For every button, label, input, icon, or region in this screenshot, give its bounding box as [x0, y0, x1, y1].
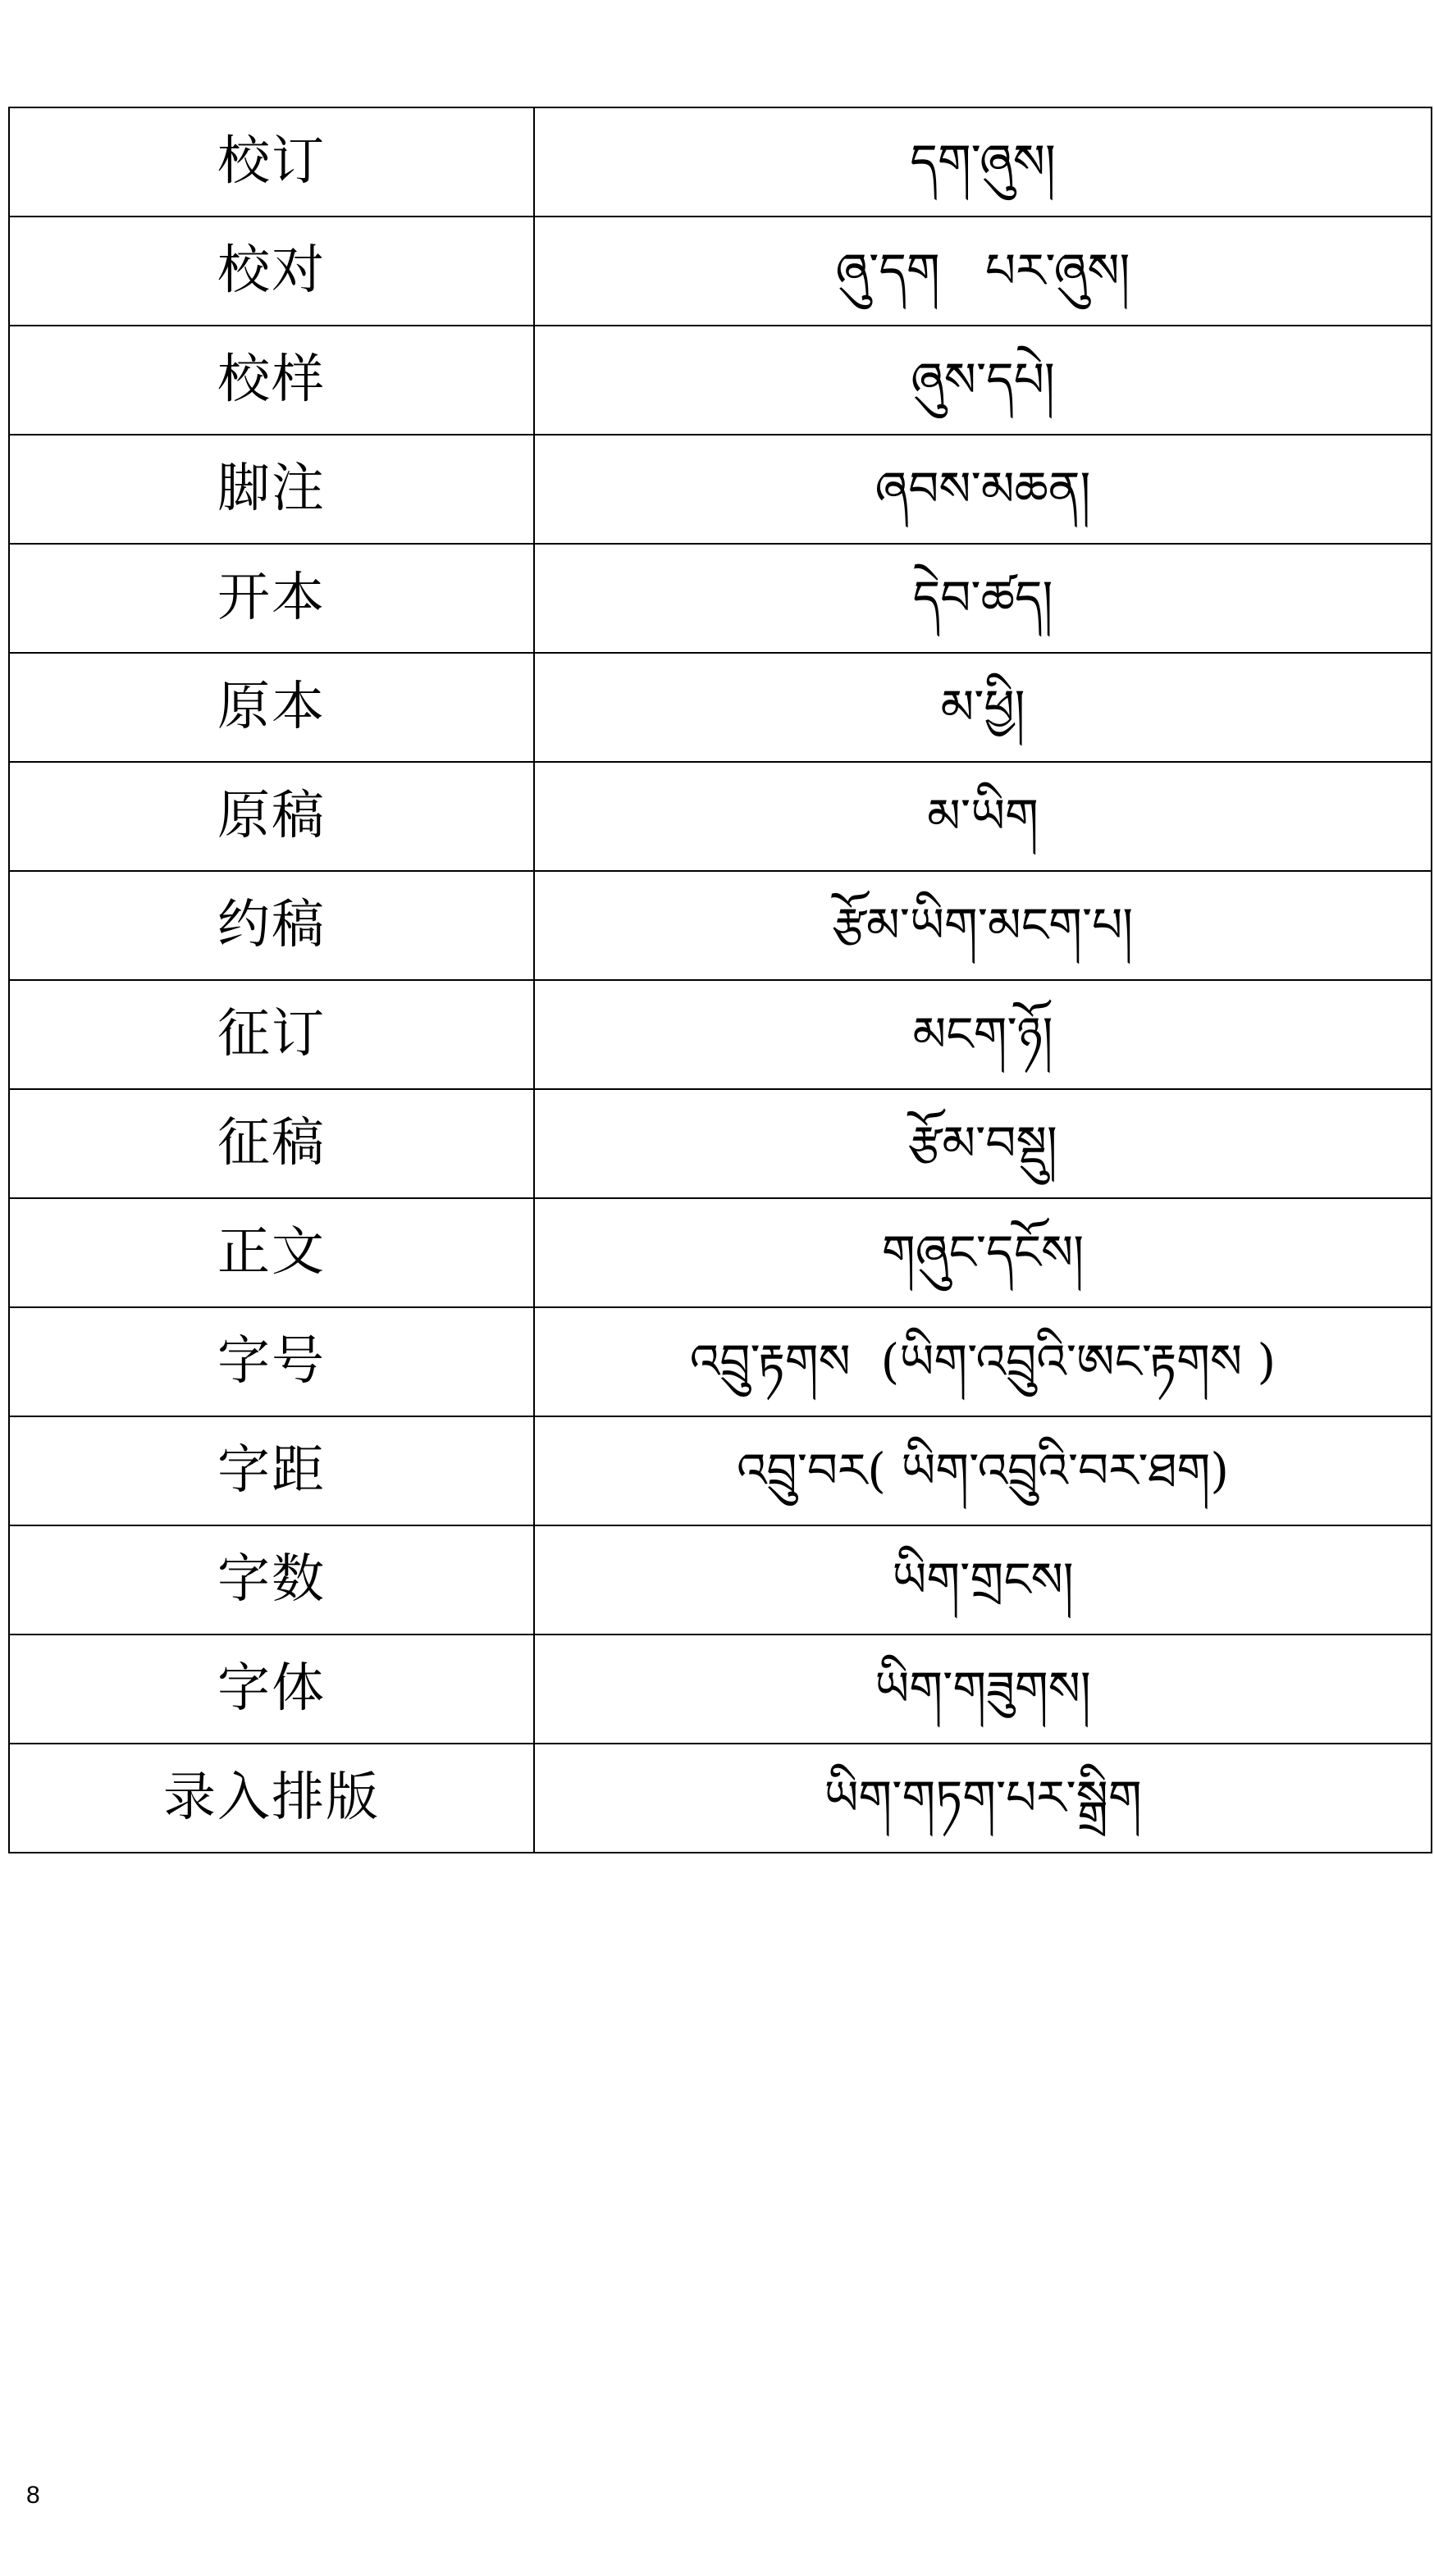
glossary-table	[8, 107, 1432, 1853]
chinese-term: 脚注	[9, 435, 534, 544]
chinese-term: 录入排版	[9, 1744, 534, 1853]
chinese-term: 字距	[9, 1416, 534, 1525]
tibetan-term: མ་ཡིག	[534, 762, 1432, 871]
chinese-term: 字数	[9, 1525, 534, 1635]
chinese-term: 校订	[9, 107, 534, 217]
tibetan-term: མངག་ཉོ།	[534, 980, 1432, 1089]
table-row	[9, 1089, 1432, 1198]
table-row	[9, 435, 1432, 544]
chinese-term: 约稿	[9, 871, 534, 980]
table-row	[9, 1198, 1432, 1307]
chinese-term: 字体	[9, 1635, 534, 1744]
chinese-term: 征稿	[9, 1089, 534, 1198]
chinese-term: 校样	[9, 326, 534, 435]
page-number: 8	[26, 2482, 40, 2509]
table-row	[9, 217, 1432, 326]
chinese-term: 开本	[9, 544, 534, 653]
table-row	[9, 1635, 1432, 1744]
glossary-body	[9, 107, 1432, 1853]
table-row	[9, 980, 1432, 1089]
tibetan-term: རྩོམ་ཡིག་མངག་པ།	[534, 871, 1432, 980]
chinese-term: 原稿	[9, 762, 534, 871]
chinese-term: 字号	[9, 1307, 534, 1416]
tibetan-term: ཡིག་གཟུགས།	[534, 1635, 1432, 1744]
table-row	[9, 1416, 1432, 1525]
tibetan-term: ཡིག་གཏག་པར་སྒྲིག	[534, 1744, 1432, 1853]
tibetan-term: དེབ་ཚད།	[534, 544, 1432, 653]
tibetan-term: འབྲུ་བར( ཡིག་འབྲུའི་བར་ཐག)	[534, 1416, 1432, 1525]
chinese-term: 正文	[9, 1198, 534, 1307]
tibetan-term: ཞབས་མཆན།	[534, 435, 1432, 544]
table-row	[9, 762, 1432, 871]
tibetan-term: ཞུ་དག པར་ཞུས།	[534, 217, 1432, 326]
table-row	[9, 326, 1432, 435]
chinese-term: 原本	[9, 653, 534, 762]
tibetan-term: གཞུང་དངོས།	[534, 1198, 1432, 1307]
tibetan-term: རྩོམ་བསྡུ།	[534, 1089, 1432, 1198]
tibetan-term: འབྲུ་རྟགས (ཡིག་འབྲུའི་ཨང་རྟགས )	[534, 1307, 1432, 1416]
chinese-term: 征订	[9, 980, 534, 1089]
table-row	[9, 871, 1432, 980]
tibetan-term: ཡིག་གྲངས།	[534, 1525, 1432, 1635]
chinese-term: 校对	[9, 217, 534, 326]
table-row	[9, 653, 1432, 762]
table-row	[9, 544, 1432, 653]
tibetan-term: དག་ཞུས།	[534, 107, 1432, 217]
table-row	[9, 1525, 1432, 1635]
tibetan-term: མ་ཕྱི།	[534, 653, 1432, 762]
table-row	[9, 1744, 1432, 1853]
tibetan-term: ཞུས་དཔེ།	[534, 326, 1432, 435]
table-row	[9, 107, 1432, 217]
table-row	[9, 1307, 1432, 1416]
